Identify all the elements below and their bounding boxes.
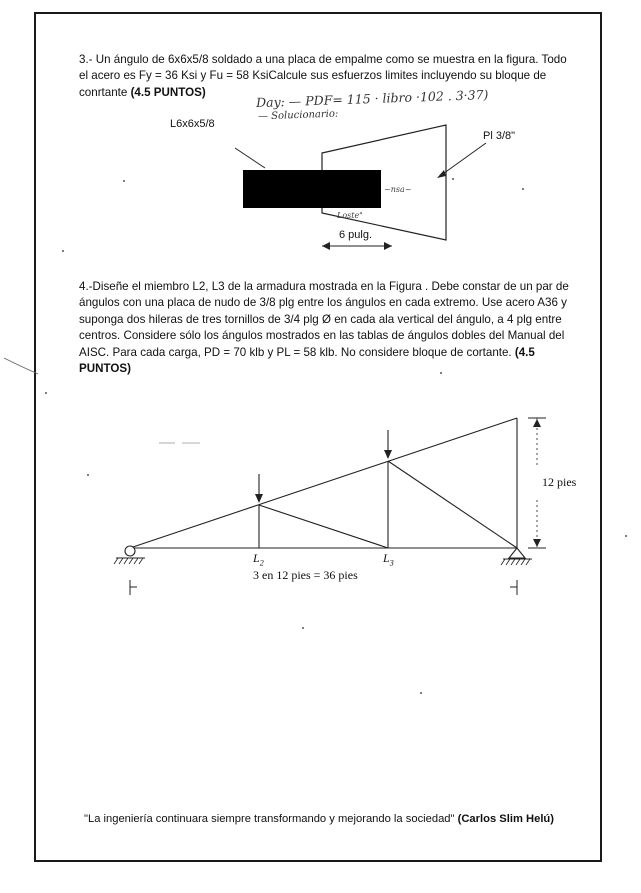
handwritten-note-reference: Day: — PDF= 115 · libro ·102 . 3·37) <box>255 86 489 111</box>
footer-quote-text: "La ingeniería continuara siempre transformando y mejorando la sociedad" <box>84 813 458 825</box>
scan-speck <box>420 692 422 694</box>
load-arrow-l2-head <box>255 494 263 503</box>
right-support-triangle <box>509 548 525 558</box>
weld-scribble-2: Loste" <box>337 211 363 220</box>
height-dim-arrow-bottom <box>533 539 541 547</box>
footer-quote <box>84 813 554 825</box>
height-label: 12 pies <box>542 475 577 489</box>
diagonal-l3-top <box>388 461 517 548</box>
scan-speck <box>62 250 64 252</box>
span-label: 3 en 12 pies = 36 pies <box>253 568 358 582</box>
scan-speck <box>123 180 125 182</box>
left-support-pin <box>125 546 135 556</box>
problem-4-text: 4.-Diseñe el miembro L2, L3 de la armadura mostrada en la Figura . Debe constar de un par de ángulos con una placa de nudo de 3/8 plg entre los ángulos en cada extremo. Use acero A36 y suponga dos hileras de tres tornillos de 3/4 plg Ø en cada ala vertical del ángulo, a 4 plg entre centros. Considere sólo los ángulos mostrados en las tablas de ángulos dobles del Manual del AISC. Para cada carga, PD = 70 klb y PL = 58 klb. No considere bloque de cortante. <box>79 280 569 359</box>
problem-4-points: (4.5 PUNTOS) <box>79 345 535 376</box>
problem-3-points: (4.5 PUNTOS) <box>130 85 206 99</box>
scan-speck <box>302 627 304 629</box>
handwritten-note-solucionario: — Solucionario: <box>257 108 339 123</box>
scan-speck <box>625 535 627 537</box>
left-support-hatch <box>114 558 143 564</box>
weld-scribble-1: ~nsa~ <box>384 185 412 194</box>
scan-speck <box>522 188 524 190</box>
height-dim-arrow-top <box>533 419 541 427</box>
plate-label: Pl 3/8" <box>483 130 516 142</box>
scan-speck <box>87 474 89 476</box>
problem-3-text: 3.- Un ángulo de 6x6x5/8 soldado a una placa de empalme como se muestra en la figura. Todo el acero es Fy = 36 Ksi y Fu = 58 KsiCalcule sus esfuerzos limites incluyendo su bloque de conrtante <box>79 53 567 99</box>
right-support-hatch <box>501 559 530 565</box>
footer-author: (Carlos Slim Helú) <box>457 813 554 825</box>
angle-label: L6x6x5/8 <box>170 118 215 130</box>
scan-speck <box>452 178 454 180</box>
scan-speck <box>440 372 442 374</box>
scan-speck <box>45 392 47 394</box>
top-chord <box>130 418 517 548</box>
node-label-l2: $L_2$ <box>253 551 264 568</box>
dimension-label: 6 pulg. <box>339 229 373 241</box>
load-arrow-l3-head <box>384 450 392 459</box>
diagonal-l2-l3 <box>259 505 388 548</box>
scan-arc <box>4 358 38 374</box>
node-label-l3: $L_3$ <box>383 551 394 568</box>
